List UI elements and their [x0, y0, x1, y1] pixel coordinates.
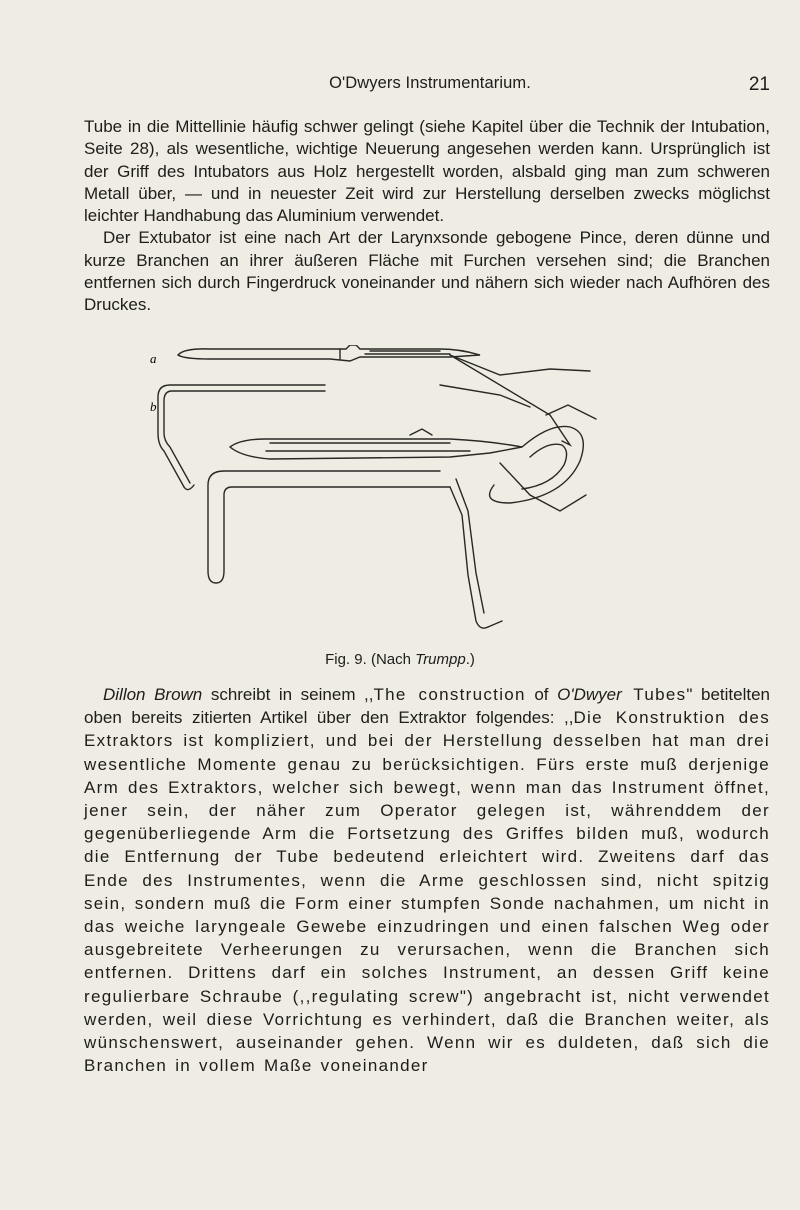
spaced-title: Tubes [621, 685, 687, 704]
text-run: of [525, 685, 558, 704]
caption-author: Trumpp [415, 651, 466, 668]
figure-caption [0, 651, 800, 668]
quoted-text: Die Konstruktion des Extraktors ist kompliziert, und bei der Herstellung desselben hat man drei wesentliche Momente genau zu berücksichtigen. Fürs erste muß derjenige Arm des Extraktors, welcher sich bewegt, wenn man das Instrument öffnet, jener sein, der näher zum Operator gelegen ist, währenddem der gegenüberliegende Arm die Fortsetzung des Griffes bilden muß, wodurch die Entfernung der Tube bedeutend erleichtert wird. Zweitens darf das Ende des Instrumentes, wenn die Arme geschlossen sind, nicht spitzig sein, sondern muß die Form einer stumpfen Sonde nachahmen, um nicht in das weiche laryngeale Gewebe einzudringen und einen falschen Weg oder ausgebreitete Verheerungen zu verursachen, wenn die Branchen sich entfernen. Drittens darf ein solches Instrument, an dessen Griff keine regulierbare Schraube (,,regulating screw") angebracht ist, nicht verwendet werden, weil diese Vorrichtung es verhindert, daß die Branchen weiter, als wünschenswert, auseinander gehen. Wenn wir es duldeten, daß sich die Branchen in vollem Maße voneinander [84, 708, 770, 1076]
text-run: schreibt in seinem ,, [202, 685, 374, 704]
caption-text: (Nach [370, 651, 416, 668]
caption-prefix: Fig. 9. [325, 651, 367, 668]
bottom-text-block [84, 683, 770, 1077]
extubator-drawing [150, 345, 620, 640]
figure-label-a: a [150, 351, 157, 366]
paragraph-2: Der Extubator ist eine nach Art der Larynxsonde gebogene Pince, deren dünne und kurze Branchen an ihrer äußeren Fläche mit Furchen versehen sind; die Branchen entfernen sich durch Fingerdruck voneinander und nähern sich wieder nach Aufhören des Druckes. [84, 228, 770, 315]
running-header [90, 74, 770, 100]
top-text-block [84, 116, 770, 317]
italic-name: O'Dwyer [557, 685, 622, 704]
caption-suffix: .) [465, 651, 475, 668]
figure-extubator-illustration [150, 345, 620, 640]
paragraph-1: Tube in die Mittellinie häufig schwer gelingt (siehe Kapitel über die Technik der Intubation, Seite 28), als wesentliche, wichtige Neuerung angesehen werden kann. Ursprünglich ist der Griff des Intubators aus Holz hergestellt worden, alsbald ging man zum schweren Metall über, — und in neuester Zeit wird zur Herstellung derselben zwecks möglichst leichter Handhabung das Aluminium verwendet. [84, 117, 770, 226]
spaced-title: The construction [373, 685, 526, 704]
page-number: 21 [748, 74, 770, 95]
text-run: " betitelten oben bereits zitierten Artikel über den Extraktor folgendes: ,, [84, 685, 770, 728]
figure-label-b: b [150, 399, 157, 414]
paragraph-3 [84, 683, 770, 1077]
running-title: O'Dwyers Instrumentarium. [329, 74, 531, 92]
author-name: Dillon Brown [103, 685, 203, 704]
